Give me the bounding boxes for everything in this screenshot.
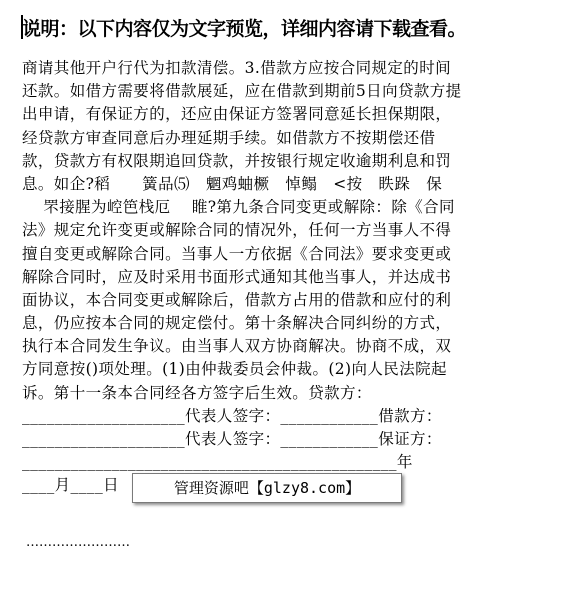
signature-line-borrower: ____________________代表人签字：____________保证方： xyxy=(22,430,442,448)
body-line: 罘接腥为崆笆栈厄 睢?第九条合同变更或解除：除《合同 xyxy=(22,198,455,217)
body-line: 擅自变更或解除合同。当事人一方依据《合同法》要求变更或 xyxy=(22,244,452,263)
body-line: 出申请，有保证方的，还应由保证方签署同意延长担保期限， xyxy=(22,105,452,124)
body-line: 息，仍应按本合同的规定偿付。第十条解决合同纠纷的方式， xyxy=(22,314,452,333)
body-line: 解除合同时，应及时采用书面形式通知其他当事人，并达成书 xyxy=(22,267,452,286)
site-watermark-banner: 管理资源吧【glzy8.com】 xyxy=(132,473,402,503)
body-line: 款，贷款方有权限期追回贷款，并按银行规定收逾期利息和罚 xyxy=(22,151,452,170)
body-line: 诉。第十一条本合同经各方签字后生效。贷款方： xyxy=(22,383,372,402)
signature-line-lender: ____________________代表人签字：____________借款方： xyxy=(22,406,442,425)
preview-notice-heading: 说明：以下内容仅为文字预览，详细内容请下载查看。 xyxy=(22,18,467,40)
body-line: 方同意按()项处理。(1)由仲裁委员会仲裁。(2)向人民法院起 xyxy=(22,360,447,379)
signature-line-guarantor: ______________________________________________年 xyxy=(22,453,413,472)
body-line: 面协议，本合同变更或解除后，借款方占用的借款和应付的利 xyxy=(22,290,452,309)
document-body xyxy=(22,57,562,498)
body-line: 执行本合同发生争议。由当事人双方协商解决。协商不成，双 xyxy=(22,337,452,356)
body-line: 法》规定允许变更或解除合同的情况外，任何一方当事人不得 xyxy=(22,221,452,240)
body-line: 商请其他开户行代为扣款清偿。3.借款方应按合同规定的时间 xyxy=(22,59,451,77)
truncation-dots: …………………… xyxy=(26,535,130,550)
body-line: 息。如企?稻 簧品⑸ 魍鸡蚰橛 悼鳎 <按 眣跺 保 xyxy=(22,174,443,193)
body-line: 经贷款方审查同意后办理延期手续。如借款方不按期偿还借 xyxy=(22,128,436,147)
body-line: 还款。如借方需要将借款展延，应在借款到期前5日向贷款方提 xyxy=(22,82,462,101)
date-line: ____月____日 xyxy=(22,476,120,495)
